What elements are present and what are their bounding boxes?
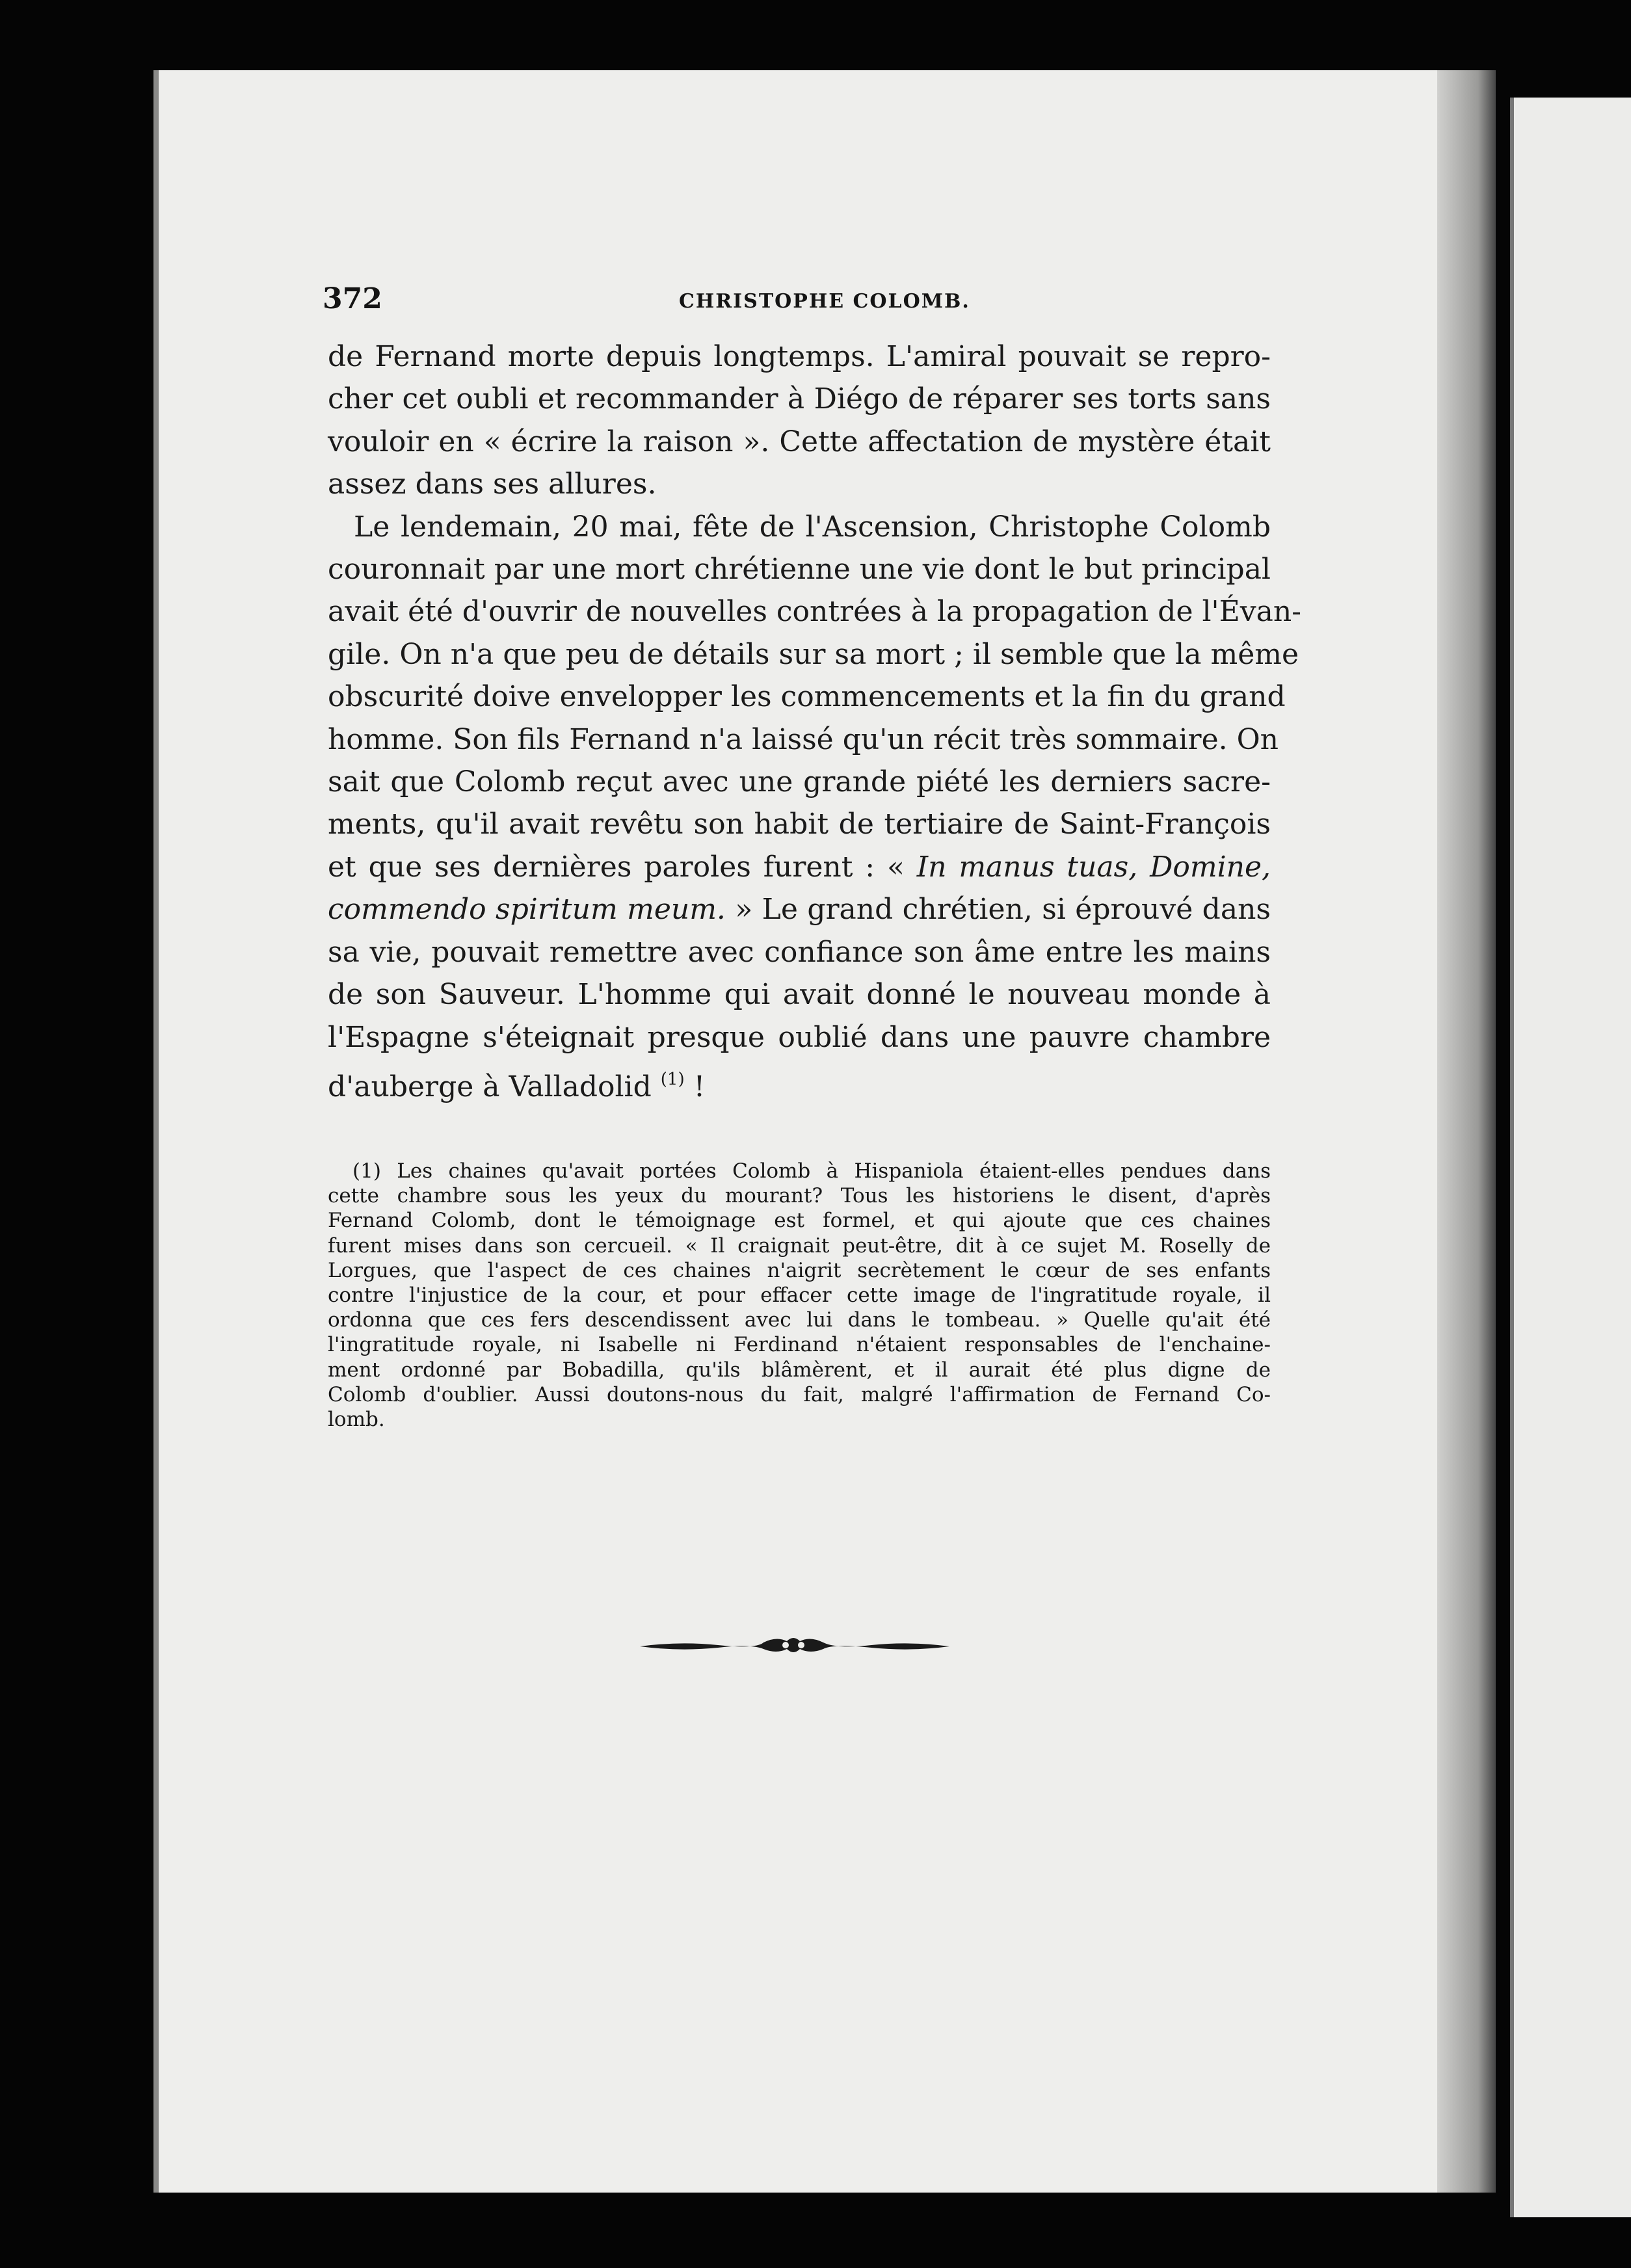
footnote-line: cette chambre sous les yeux du mourant? Tous les historiens le disent, d'après [328, 1184, 1271, 1208]
line-text: d'auberge à Valladolid [328, 1070, 661, 1103]
text-line: couronnait par une mort chrétienne une vie dont le but principal [328, 553, 1271, 587]
text-line: homme. Son fils Fernand n'a laissé qu'un récit très sommaire. On [328, 722, 1279, 756]
line-text: et que ses dernières paroles furent : « [328, 850, 917, 884]
footnote-line: contre l'injustice de la cour, et pour effacer cette image de l'ingratitude royale, il [328, 1284, 1271, 1308]
text-line [328, 888, 1271, 930]
text-line: l'Espagne s'éteignait presque oublié dans une pauvre chambre [328, 1020, 1271, 1054]
paragraph-1 [328, 336, 1271, 506]
text-line: obscurité doive envelopper les commencements et la fin du grand [328, 680, 1286, 714]
tailpiece-ornament-icon [640, 1632, 949, 1658]
footnote-line: Lorgues, que l'aspect de ces chaines n'aigrit secrètement le cœur de ses enfants [328, 1258, 1271, 1282]
text-line: de Fernand morte depuis longtemps. L'amiral pouvait se repro- [328, 340, 1271, 373]
page-number: 372 [323, 282, 382, 315]
footnote-reference: (1) [660, 1069, 685, 1089]
footnote-line: furent mises dans son cercueil. « Il craignait peut-être, dit à ce sujet M. Roselly de [328, 1233, 1271, 1258]
text-line: gile. On n'a que peu de détails sur sa mort ; il semble que la même [328, 637, 1299, 671]
text-line: ments, qu'il avait revêtu son habit de tertiaire de Saint-François [328, 808, 1271, 841]
footnote-line: (1) Les chaines qu'avait portées Colomb à Hispaniola étaient-elles pendues dans [352, 1159, 1271, 1183]
latin-quote: In manus tuas, Domine, [916, 850, 1271, 884]
text-line: sait que Colomb reçut avec une grande piété les derniers sacre- [328, 765, 1271, 799]
running-title: CHRISTOPHE COLOMB. [679, 290, 970, 313]
line-text: ! [684, 1070, 706, 1103]
text-line: assez dans ses allures. [328, 468, 657, 501]
text-line: vouloir en « écrire la raison ». Cette affectation de mystère était [328, 425, 1271, 458]
footnote [328, 1159, 1271, 1432]
paragraph-2 [328, 506, 1302, 1109]
footnote-line: Colomb d'oublier. Aussi doutons-nous du fait, malgré l'affirmation de Fernand Co- [328, 1382, 1271, 1406]
latin-quote: commendo spiritum meum. [328, 893, 726, 927]
text-line: de son Sauveur. L'homme qui avait donné le nouveau monde à [328, 978, 1271, 1012]
footnote-line: ment ordonné par Bobadilla, qu'ils blâmèrent, et il aurait été plus digne de [328, 1358, 1271, 1382]
footnote-line: ordonna que ces fers descendissent avec lui dans le tombeau. » Quelle qu'ait été [328, 1308, 1271, 1332]
page-gutter-shadow [1437, 70, 1496, 2193]
footnote-line: l'ingratitude royale, ni Isabelle ni Ferdinand n'étaient responsables de l'enchaine- [328, 1333, 1271, 1357]
text-line: avait été d'ouvrir de nouvelles contrées à la propagation de l'Évan- [328, 595, 1302, 629]
adjacent-page-edge [1510, 98, 1631, 2217]
body-text [328, 336, 1302, 1108]
text-line: sa vie, pouvait remettre avec confiance son âme entre les mains [328, 935, 1271, 969]
line-text: » Le grand chrétien, si éprouvé dans [725, 893, 1271, 927]
page-header [323, 282, 1272, 321]
text-line [328, 1059, 1271, 1108]
text-line: Le lendemain, 20 mai, fête de l'Ascension, Christophe Colomb [354, 510, 1271, 544]
footnote-line: Fernand Colomb, dont le témoignage est formel, et qui ajoute que ces chaines [328, 1209, 1271, 1233]
text-line [328, 846, 1271, 888]
footnote-line: lomb. [328, 1408, 385, 1432]
text-line: cher cet oubli et recommander à Diégo de réparer ses torts sans [328, 382, 1271, 416]
